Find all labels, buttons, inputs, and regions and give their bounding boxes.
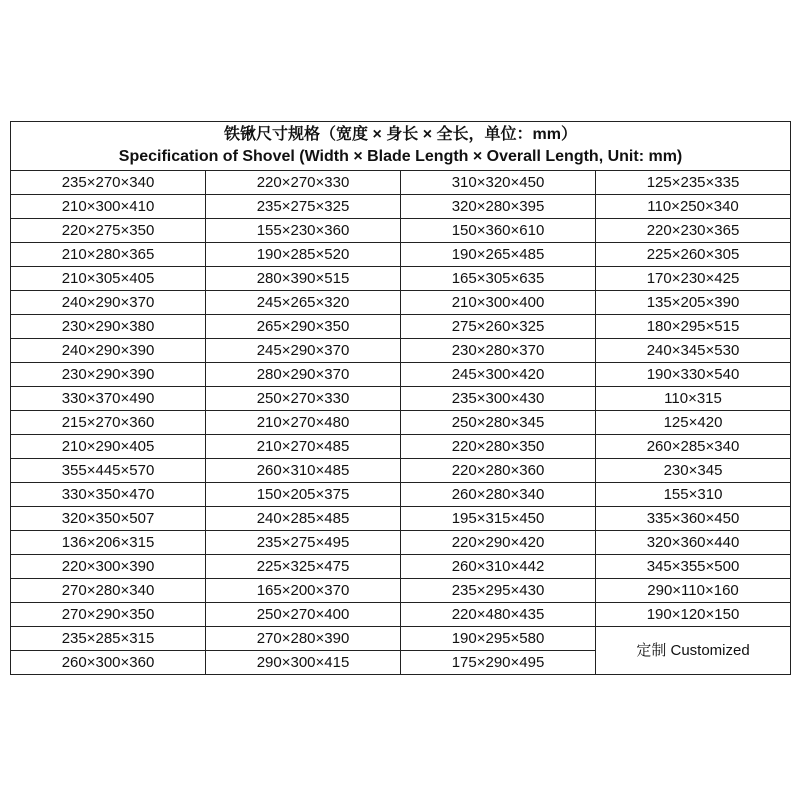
spec-cell: 265×290×350 xyxy=(206,315,401,339)
spec-cell: 220×275×350 xyxy=(11,219,206,243)
spec-cell: 280×390×515 xyxy=(206,267,401,291)
spec-cell: 150×205×375 xyxy=(206,483,401,507)
spec-cell: 220×300×390 xyxy=(11,555,206,579)
spec-cell: 320×360×440 xyxy=(596,531,791,555)
spec-cell: 270×290×350 xyxy=(11,603,206,627)
table-row xyxy=(11,171,791,195)
spec-cell: 310×320×450 xyxy=(401,171,596,195)
spec-cell: 245×290×370 xyxy=(206,339,401,363)
title-row xyxy=(11,122,791,171)
spec-cell: 190×330×540 xyxy=(596,363,791,387)
table-row xyxy=(11,507,791,531)
table-title xyxy=(11,122,791,171)
title-english: Specification of Shovel (Width × Blade Length × Overall Length, Unit: mm) xyxy=(118,148,683,165)
spec-cell: 245×300×420 xyxy=(401,363,596,387)
spec-cell: 170×230×425 xyxy=(596,267,791,291)
spec-cell: 275×260×325 xyxy=(401,315,596,339)
spec-cell: 330×350×470 xyxy=(11,483,206,507)
spec-cell: 240×285×485 xyxy=(206,507,401,531)
spec-cell: 125×235×335 xyxy=(596,171,791,195)
spec-cell: 195×315×450 xyxy=(401,507,596,531)
spec-cell: 320×280×395 xyxy=(401,195,596,219)
table-row xyxy=(11,363,791,387)
spec-cell: 250×280×345 xyxy=(401,411,596,435)
spec-cell: 345×355×500 xyxy=(596,555,791,579)
spec-cell: 180×295×515 xyxy=(596,315,791,339)
spec-cell: 235×275×495 xyxy=(206,531,401,555)
spec-cell: 190×285×520 xyxy=(206,243,401,267)
spec-cell: 150×360×610 xyxy=(401,219,596,243)
spec-cell: 155×230×360 xyxy=(206,219,401,243)
spec-cell: 225×260×305 xyxy=(596,243,791,267)
spec-cell: 260×280×340 xyxy=(401,483,596,507)
spec-cell: 230×345 xyxy=(596,459,791,483)
spec-cell: 270×280×340 xyxy=(11,579,206,603)
spec-cell: 220×280×360 xyxy=(401,459,596,483)
spec-table-body xyxy=(11,122,791,675)
spec-cell: 260×285×340 xyxy=(596,435,791,459)
spec-cell: 280×290×370 xyxy=(206,363,401,387)
spec-cell: 210×280×365 xyxy=(11,243,206,267)
spec-cell: 110×315 xyxy=(596,387,791,411)
spec-cell: 225×325×475 xyxy=(206,555,401,579)
spec-cell: 135×205×390 xyxy=(596,291,791,315)
table-row xyxy=(11,483,791,507)
spec-cell: 270×280×390 xyxy=(206,627,401,651)
spec-cell: 235×295×430 xyxy=(401,579,596,603)
table-row xyxy=(11,219,791,243)
table-row xyxy=(11,459,791,483)
table-row xyxy=(11,267,791,291)
spec-cell: 190×265×485 xyxy=(401,243,596,267)
spec-cell: 220×230×365 xyxy=(596,219,791,243)
spec-cell: 230×290×390 xyxy=(11,363,206,387)
spec-cell: 290×110×160 xyxy=(596,579,791,603)
table-row xyxy=(11,531,791,555)
spec-cell: 250×270×330 xyxy=(206,387,401,411)
table-row xyxy=(11,243,791,267)
spec-cell: 335×360×450 xyxy=(596,507,791,531)
spec-cell: 240×290×370 xyxy=(11,291,206,315)
table-row xyxy=(11,627,791,651)
spec-cell: 245×265×320 xyxy=(206,291,401,315)
title-chinese: 铁锹尺寸规格（宽度 × 身长 × 全长，单位：mm） xyxy=(224,126,577,143)
table-row xyxy=(11,339,791,363)
shovel-spec-table xyxy=(10,121,791,675)
spec-cell: 220×280×350 xyxy=(401,435,596,459)
spec-cell: 260×310×442 xyxy=(401,555,596,579)
spec-cell: 215×270×360 xyxy=(11,411,206,435)
spec-cell: 210×305×405 xyxy=(11,267,206,291)
spec-cell: 220×270×330 xyxy=(206,171,401,195)
table-row xyxy=(11,555,791,579)
spec-cell: 165×305×635 xyxy=(401,267,596,291)
spec-cell: 235×270×340 xyxy=(11,171,206,195)
table-row xyxy=(11,291,791,315)
spec-cell: 230×280×370 xyxy=(401,339,596,363)
spec-cell: 165×200×370 xyxy=(206,579,401,603)
spec-cell: 210×300×410 xyxy=(11,195,206,219)
spec-cell: 125×420 xyxy=(596,411,791,435)
table-row xyxy=(11,387,791,411)
spec-cell: 220×480×435 xyxy=(401,603,596,627)
table-row xyxy=(11,315,791,339)
spec-cell: 240×290×390 xyxy=(11,339,206,363)
spec-cell: 110×250×340 xyxy=(596,195,791,219)
spec-cell: 190×295×580 xyxy=(401,627,596,651)
spec-cell: 290×300×415 xyxy=(206,651,401,675)
table-row xyxy=(11,603,791,627)
spec-cell: 260×300×360 xyxy=(11,651,206,675)
spec-cell: 136×206×315 xyxy=(11,531,206,555)
spec-cell: 220×290×420 xyxy=(401,531,596,555)
spec-cell: 210×270×485 xyxy=(206,435,401,459)
spec-cell: 235×275×325 xyxy=(206,195,401,219)
table-row xyxy=(11,579,791,603)
spec-cell: 240×345×530 xyxy=(596,339,791,363)
spec-cell: 260×310×485 xyxy=(206,459,401,483)
spec-cell: 330×370×490 xyxy=(11,387,206,411)
customized-cell: 定制 Customized xyxy=(596,627,791,675)
table-row xyxy=(11,435,791,459)
spec-cell: 320×350×507 xyxy=(11,507,206,531)
spec-cell: 235×300×430 xyxy=(401,387,596,411)
table-row xyxy=(11,195,791,219)
table-row xyxy=(11,411,791,435)
spec-cell: 175×290×495 xyxy=(401,651,596,675)
spec-cell: 355×445×570 xyxy=(11,459,206,483)
spec-cell: 155×310 xyxy=(596,483,791,507)
spec-cell: 235×285×315 xyxy=(11,627,206,651)
spec-cell: 250×270×400 xyxy=(206,603,401,627)
spec-cell: 210×290×405 xyxy=(11,435,206,459)
spec-cell: 230×290×380 xyxy=(11,315,206,339)
spec-cell: 210×300×400 xyxy=(401,291,596,315)
spec-cell: 190×120×150 xyxy=(596,603,791,627)
spec-cell: 210×270×480 xyxy=(206,411,401,435)
